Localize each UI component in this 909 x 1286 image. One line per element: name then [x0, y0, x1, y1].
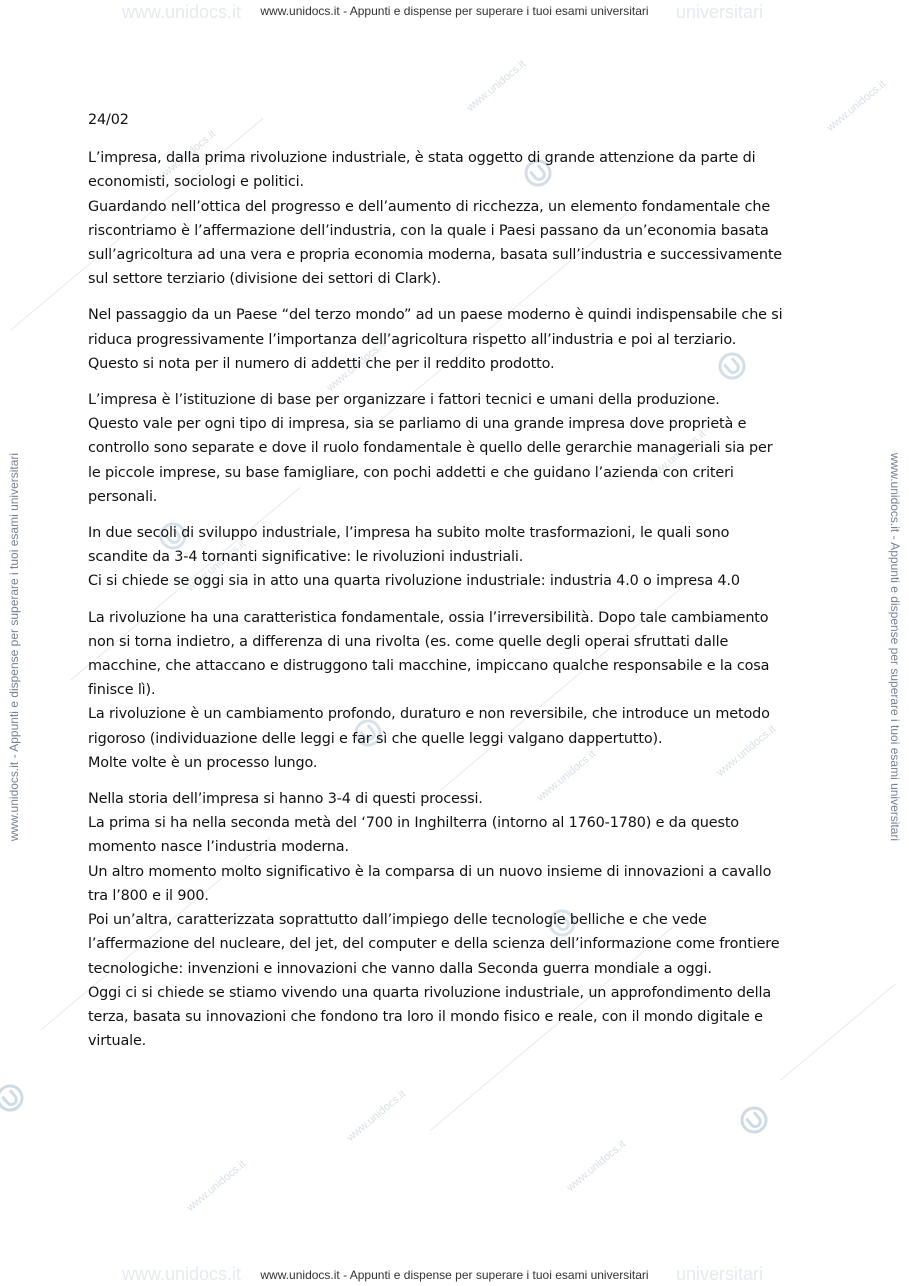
watermark-diagonal: www.unidocs.it	[344, 1088, 409, 1144]
paragraph	[88, 146, 828, 291]
watermark-side-left: www.unidocs.it - Appunti e dispense per superare i tuoi esami universitari	[7, 452, 21, 842]
paragraph	[88, 787, 828, 1053]
paragraph	[88, 521, 828, 594]
text-line: economisti, sociologi e politici.	[88, 174, 304, 191]
watermark-diagonal: www.unidocs.it	[564, 1138, 629, 1194]
watermark-diagonal: www.unidocs.it	[464, 58, 529, 114]
watermark-faint-bottom: www.unidocs.it	[122, 1264, 242, 1284]
watermark-diagonal: www.unidocs.it	[714, 723, 779, 779]
text-line: Un altro momento molto significativo è la comparsa di un nuovo insieme di innovazioni a cavallo	[88, 863, 772, 880]
paragraph	[88, 303, 828, 376]
unidocs-logo-icon	[736, 1102, 772, 1138]
text-line: non si torna indietro, a differenza di una rivolta (es. come quelle degli operai sfruttati dalle	[88, 633, 729, 650]
text-line: Molte volte è un processo lungo.	[88, 754, 318, 771]
text-line: Questo vale per ogni tipo di impresa, sia se parliamo di una grande impresa dove proprietà e	[88, 416, 747, 433]
text-line: sull’agricoltura ad una vera e propria economia moderna, basata sull’industria e successivamente	[88, 247, 783, 264]
text-line: personali.	[88, 488, 158, 505]
document-body	[88, 108, 828, 1065]
watermark-faint-top: www.unidocs.it	[122, 2, 242, 22]
watermark-diagonal: www.unidocs.it	[154, 128, 219, 184]
text-line: macchine, che attaccano e distruggono tali macchine, impiccano qualche responsabile e la cosa	[88, 658, 770, 675]
unidocs-logo-icon	[0, 1080, 28, 1116]
text-line: Nel passaggio da un Paese “del terzo mondo” ad un paese moderno è quindi indispensabile che si	[88, 307, 783, 324]
text-line: sul settore terziario (divisione dei settori di Clark).	[88, 271, 442, 288]
watermark-diagonal: www.unidocs.it	[824, 78, 889, 134]
document-date: 24/02	[88, 112, 129, 128]
text-line: scandite da 3-4 tornanti significative: le rivoluzioni industriali.	[88, 549, 524, 566]
text-line: virtuale.	[88, 1033, 147, 1050]
text-line: La prima si ha nella seconda metà del ‘700 in Inghilterra (intorno al 1760-1780) e da questo	[88, 815, 739, 832]
text-line: Ci si chiede se oggi sia in atto una quarta rivoluzione industriale: industria 4.0 o impresa 4.0	[88, 573, 740, 590]
text-line: Oggi ci si chiede se stiamo vivendo una quarta rivoluzione industriale, un approfondimento della	[88, 984, 771, 1001]
watermark-diagonal: www.unidocs.it	[184, 538, 249, 594]
text-line: terza, basata su innovazioni che fondono tra loro il mondo fisico e reale, con il mondo digitale e	[88, 1008, 763, 1025]
paragraph	[88, 606, 828, 775]
watermark-header: www.unidocs.it - Appunti e dispense per superare i tuoi esami universitari	[260, 4, 649, 18]
paragraph	[88, 388, 828, 509]
text-line: Nella storia dell’impresa si hanno 3-4 di questi processi.	[88, 791, 483, 808]
text-line: Poi un’altra, caratterizzata soprattutto dall’impiego delle tecnologie belliche e che vede	[88, 912, 707, 929]
text-line: tecnologiche: invenzioni e innovazioni che vanno dalla Seconda guerra mondiale a oggi.	[88, 960, 712, 977]
text-line: Guardando nell’ottica del progresso e dell’aumento di ricchezza, un elemento fondamentale che	[88, 198, 771, 215]
watermark-diagonal: www.unidocs.it	[644, 428, 709, 484]
text-line: L’impresa è l’istituzione di base per organizzare i fattori tecnici e umani della produzione.	[88, 392, 720, 409]
text-line: La rivoluzione è un cambiamento profondo, duraturo e non reversibile, che introduce un metodo	[88, 706, 770, 723]
watermark-diagonal: www.unidocs.it	[184, 1158, 249, 1214]
text-line: riscontriamo è l’affermazione dell’industria, con la quale i Paesi passano da un’economia basata	[88, 222, 769, 239]
text-line: Questo si nota per il numero di addetti che per il reddito prodotto.	[88, 355, 555, 372]
watermark-diagonal: www.unidocs.it	[324, 338, 389, 394]
text-line: riduca progressivamente l’importanza dell’agricoltura rispetto all’industria e poi al terziario.	[88, 331, 737, 348]
watermark-faint-top-right: universitari	[676, 2, 764, 22]
text-line: L’impresa, dalla prima rivoluzione industriale, è stata oggetto di grande attenzione da parte di	[88, 150, 756, 167]
text-line: rigoroso (individuazione delle leggi e far sì che quelle leggi valgano dappertutto).	[88, 730, 663, 747]
watermark-side-right: www.unidocs.it - Appunti e dispense per superare i tuoi esami universitari	[888, 452, 902, 842]
text-line: le piccole imprese, su base famigliare, con pochi addetti e che guidano l’azienda con criteri	[88, 464, 734, 481]
watermark-diagonal: www.unidocs.it	[534, 748, 599, 804]
text-line: l’affermazione del nucleare, del jet, del computer e della scienza dell’informazione come frontiere	[88, 936, 780, 953]
text-line: tra l’800 e il 900.	[88, 887, 209, 904]
text-line: La rivoluzione ha una caratteristica fondamentale, ossia l’irreversibilità. Dopo tale cambiamento	[88, 609, 769, 626]
text-line: In due secoli di sviluppo industriale, l’impresa ha subito molte trasformazioni, le quali sono	[88, 525, 730, 542]
text-line: controllo sono separate e dove il ruolo fondamentale è quello delle gerarchie manageriali sia per	[88, 440, 773, 457]
text-line: momento nasce l’industria moderna.	[88, 839, 349, 856]
text-line: finisce lì).	[88, 682, 156, 699]
watermark-faint-bottom-right: universitari	[676, 1264, 764, 1284]
watermark-footer: www.unidocs.it - Appunti e dispense per superare i tuoi esami universitari	[260, 1268, 649, 1282]
